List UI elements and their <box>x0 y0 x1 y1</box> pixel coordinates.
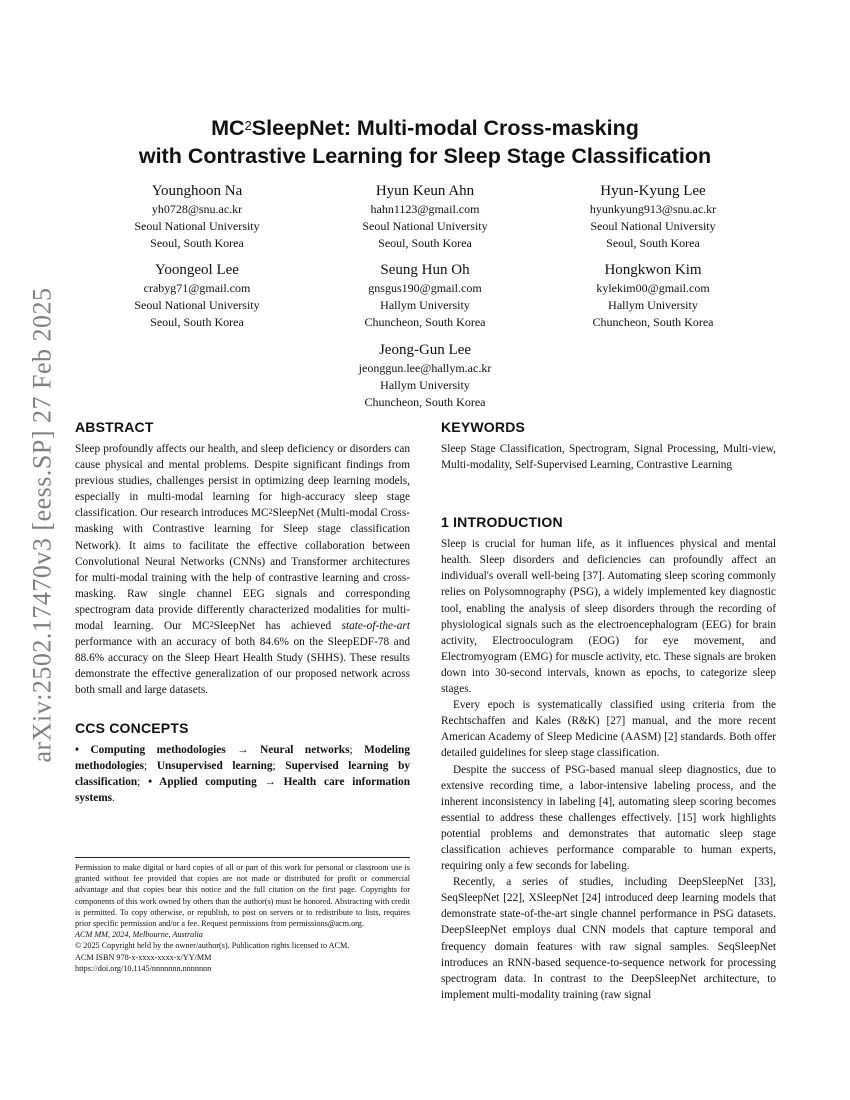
author-email: kylekim00@gmail.com <box>596 281 710 295</box>
title-line-1: $MC^2SleepNet$: Multi-modal Cross-masking <box>211 116 639 140</box>
author-affiliation: Hallym University <box>380 297 470 312</box>
arxiv-id: arXiv:2502.17470v3 [eess.SP] 27 Feb 2025 <box>27 287 57 763</box>
author-location: Seoul, South Korea <box>150 314 244 329</box>
author-location: Chuncheon, South Korea <box>364 394 486 409</box>
author-name: Hongkwon Kim <box>604 262 702 278</box>
author-affiliation: Seoul National University <box>590 218 716 233</box>
title-line-2: with Contrastive Learning for Sleep Stage Classification <box>138 144 712 168</box>
left-column <box>75 418 410 806</box>
abstract-heading: ABSTRACT <box>75 419 154 435</box>
author-email: hahn1123@gmail.com <box>370 202 480 216</box>
keywords-text: Sleep Stage Classification, Spectrogram, Signal Processing, Multi-view, Multi-modality, Self-Supervised Learning, Contrastive Learning <box>441 443 776 472</box>
intro-paragraph: Despite the success of PSG-based manual sleep diagnostics, due to extensive recording time, a labor-intensive labeling process, and the inherent inconsistency in labeling [4], automating sleep scoring becomes essential to address these challenges effectively. [15] work highlights potential problems and demonstrates that automatic sleep stage classification achieves performance comparable to human experts, requiring only a few seconds for labeling. <box>441 763 776 873</box>
author-name: Younghoon Na <box>151 183 243 199</box>
arxiv-side-label <box>20 287 64 763</box>
author-name: Yoongeol Lee <box>155 262 239 278</box>
author-name: Hyun-Kyung Lee <box>600 183 706 199</box>
author-location: Seoul, South Korea <box>150 235 244 250</box>
author-name: Seung Hun Oh <box>380 262 470 278</box>
ccs-heading: CCS CONCEPTS <box>75 719 189 736</box>
author-card <box>77 261 317 330</box>
introduction-heading: 1 INTRODUCTION <box>441 514 563 531</box>
author-email: gnsgus190@gmail.com <box>368 281 482 295</box>
author-affiliation: Seoul National University <box>134 218 260 233</box>
right-column <box>441 418 776 1003</box>
author-card <box>305 182 545 251</box>
author-email: hyunkyung913@snu.ac.kr <box>589 202 717 216</box>
intro-paragraph: Recently, a series of studies, including DeepSleepNet [33], SeqSleepNet [22], XSleepNet [24] introduced deep learning models that demonstrate state-of-the-art single channel performance in PSG datasets. DeepSleepNet employs dual CNN models that capture temporal and frequency domain features with raw signal samples. SeqSleepNet introduces an RNN-based sequence-to-sequence network for processing spectrogram data. In contrast to the DeepSleepNet architecture, to implement multi-modality training (raw signal <box>441 876 776 1001</box>
copyright-line: © 2025 Copyright held by the owner/author(s). Publication rights licensed to ACM. <box>75 941 350 951</box>
copyright-footnote <box>75 857 410 974</box>
isbn: ACM ISBN 978-x-xxxx-xxxx-x/YY/MM <box>75 952 212 962</box>
author-location: Seoul, South Korea <box>378 235 472 250</box>
author-affiliation: Seoul National University <box>362 218 488 233</box>
intro-paragraph: Sleep is crucial for human life, as it influences physical and mental health. Sleep disorders and deficiencies can profoundly affect an individual's overall well-being [37]. Automating sleep scoring commonly relies on Polysomnography (PSG), a widely implemented key diagnostic tool, enabling the analysis of sleep disorders through the recording of physiological signals such as the electroencephalogram (EEG) for brain activity, Electrooculogram (EOG) for eye movement, and Electromyogram (EMG) for muscle activity, etc. These signals are broken down into 30-second intervals, known as epochs, to categorize sleep stages. <box>441 538 776 696</box>
permission-notice: Permission to make digital or hard copies of all or part of this work for personal or classroom use is granted without fee provided that copies are not made or distributed for profit or commercial advantage and that copies bear this notice and the full citation on the first page. Copyrights for components of this work owned by others than the author(s) must be honored. Abstracting with credit is permitted. To copy otherwise, or republish, to post on servers or to redistribute to lists, requires prior specific permission and/or a fee. Request permissions from permissions@acm.org. <box>75 863 410 929</box>
author-location: Seoul, South Korea <box>606 235 700 250</box>
author-name: Hyun Keun Ahn <box>375 183 475 199</box>
author-card <box>533 182 773 251</box>
author-card <box>77 182 317 251</box>
paper-title <box>75 114 775 170</box>
doi-link[interactable]: https://doi.org/10.1145/nnnnnnn.nnnnnnn <box>75 963 212 973</box>
author-affiliation: Seoul National University <box>134 297 260 312</box>
author-card <box>305 341 545 410</box>
author-email: jeonggun.lee@hallym.ac.kr <box>358 361 492 375</box>
author-email: yh0728@snu.ac.kr <box>151 202 243 216</box>
author-location: Chuncheon, South Korea <box>592 314 714 329</box>
intro-paragraph: Every epoch is systematically classified using criteria from the Rechtschaffen and Kales (R&K) [27] manual, and the more recent American Academy of Sleep Medicine (AASM) [2] standards. Both offer detailed guidelines for sleep stage classification. <box>441 699 776 760</box>
author-affiliation: Hallym University <box>380 377 470 392</box>
author-email: crabyg71@gmail.com <box>143 281 251 295</box>
abstract-text: Sleep profoundly affects our health, and sleep deficiency or disorders can cause physical and mental problems. Despite significant findings from previous studies, challenges persist in optimizing deep learning models, especially in multi-modal learning for high-accuracy sleep stage classification. Our research introduces $MC^2SleepNet$ (Multi-modal Cross-masking with Contrastive learning for Sleep stage classification Network). It aims to facilitate the effective collaboration between Convolutional Neural Networks (CNNs) and Transformer architectures for multi-modal training with the help of contrastive learning and cross-masking. Raw single channel EEG signals and corresponding spectrogram data provide differently characterized modalities for multi-modal learning. Our $MC^2SleepNet$ has achieved state-of-the-art performance with an accuracy of both 84.6% on the SleepEDF-78 and 88.6% accuracy on the Sleep Heart Health Study (SHHS). These results demonstrate the effective generalization of our proposed network across both small and large datasets. <box>75 443 410 697</box>
author-name: Jeong-Gun Lee <box>378 342 472 358</box>
author-card <box>533 261 773 330</box>
ccs-concepts-text: • Computing methodologies → Neural networks; Modeling methodologies; Unsupervised learning; Supervised learning by classification; • Applied computing → Health care information systems. <box>75 743 411 804</box>
author-location: Chuncheon, South Korea <box>364 314 486 329</box>
keywords-heading: KEYWORDS <box>441 419 526 435</box>
venue: ACM MM, 2024, Melbourne, Australia <box>75 930 203 940</box>
author-card <box>305 261 545 330</box>
author-affiliation: Hallym University <box>608 297 698 312</box>
